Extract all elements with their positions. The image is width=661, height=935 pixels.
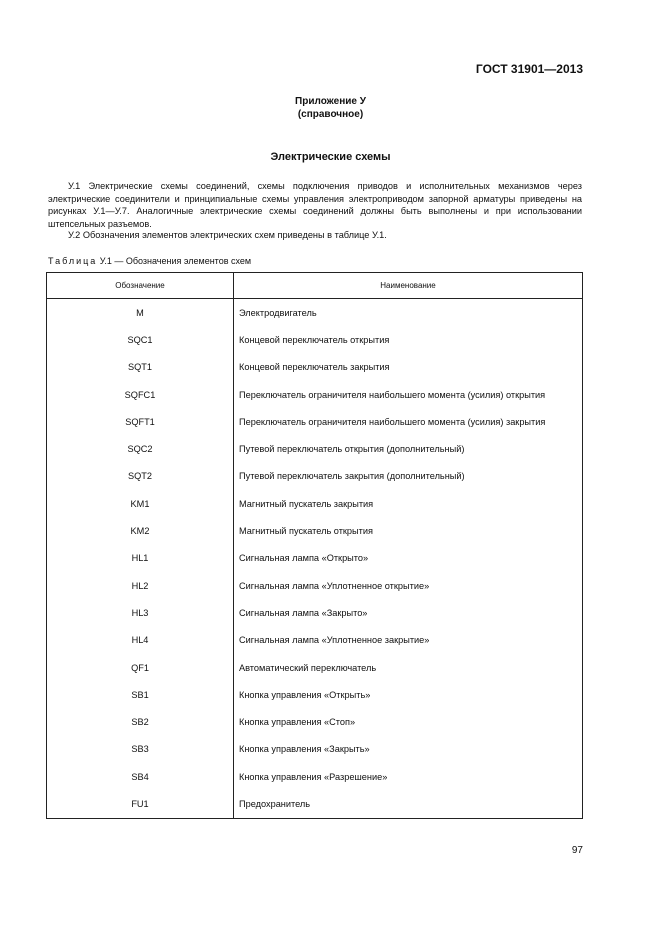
table-row <box>47 736 583 763</box>
table-row <box>47 681 583 708</box>
table-row <box>47 381 583 408</box>
table-header-row <box>47 273 583 299</box>
table-body <box>47 299 583 819</box>
elements-table <box>46 272 583 819</box>
table-row <box>47 545 583 572</box>
paragraph-1 <box>48 180 582 230</box>
element-name-cell: Предохранитель <box>234 790 583 818</box>
element-code-cell: SQT2 <box>47 463 234 490</box>
element-name-cell: Кнопка управления «Открыть» <box>234 681 583 708</box>
element-name-cell: Автоматический переключатель <box>234 654 583 681</box>
table-row <box>47 299 583 327</box>
element-name-cell: Сигнальная лампа «Закрыто» <box>234 599 583 626</box>
table-row <box>47 599 583 626</box>
table-row <box>47 463 583 490</box>
appendix-title: Приложение У <box>295 96 366 107</box>
table-caption <box>48 256 251 266</box>
element-code-cell: KM1 <box>47 490 234 517</box>
element-name-cell: Электродвигатель <box>234 299 583 327</box>
table-row <box>47 763 583 790</box>
element-name-cell: Кнопка управления «Стоп» <box>234 708 583 735</box>
element-code-cell: M <box>47 299 234 327</box>
element-name-cell: Концевой переключатель закрытия <box>234 354 583 381</box>
table-row <box>47 435 583 462</box>
element-name-cell: Сигнальная лампа «Уплотненное открытие» <box>234 572 583 599</box>
element-code-cell: SQC1 <box>47 326 234 353</box>
element-name-cell: Магнитный пускатель открытия <box>234 517 583 544</box>
element-code-cell: HL2 <box>47 572 234 599</box>
table-row <box>47 572 583 599</box>
element-code-cell: SQFT1 <box>47 408 234 435</box>
paragraph-2 <box>48 229 582 242</box>
column-header-code: Обозначение <box>47 273 234 299</box>
element-code-cell: SB1 <box>47 681 234 708</box>
table-row <box>47 654 583 681</box>
table-caption-label: Таблица <box>48 256 98 266</box>
standard-number: ГОСТ 31901—2013 <box>475 62 583 76</box>
appendix-subtitle: (справочное) <box>297 109 364 120</box>
element-code-cell: SB2 <box>47 708 234 735</box>
element-name-cell: Кнопка управления «Разрешение» <box>234 763 583 790</box>
element-code-cell: FU1 <box>47 790 234 818</box>
element-code-cell: KM2 <box>47 517 234 544</box>
element-code-cell: SB3 <box>47 736 234 763</box>
element-code-cell: HL4 <box>47 627 234 654</box>
table-row <box>47 708 583 735</box>
element-code-cell: SQFC1 <box>47 381 234 408</box>
table-row <box>47 326 583 353</box>
element-code-cell: SQT1 <box>47 354 234 381</box>
element-name-cell: Переключатель ограничителя наибольшего момента (усилия) открытия <box>234 381 583 408</box>
paragraph-2-text: У.2 Обозначения элементов электрических схем приведены в таблице У.1. <box>68 230 387 240</box>
element-name-cell: Кнопка управления «Закрыть» <box>234 736 583 763</box>
table-row <box>47 627 583 654</box>
element-code-cell: HL1 <box>47 545 234 572</box>
table-row <box>47 354 583 381</box>
element-code-cell: QF1 <box>47 654 234 681</box>
paragraph-1-text: У.1 Электрические схемы соединений, схемы подключения приводов и исполнительных механизмов через электрические соединители и принципиальные схемы управления электроприводом запорной арматуры приведены на рисунках У.1—У.7. Аналогичные электрические схемы соединений должны быть выполнены и при использовании штепсельных разъемов. <box>48 181 582 229</box>
element-name-cell: Концевой переключатель открытия <box>234 326 583 353</box>
table-caption-text: У.1 — Обозначения элементов схем <box>97 256 252 266</box>
element-code-cell: SQC2 <box>47 435 234 462</box>
table-row <box>47 790 583 818</box>
element-name-cell: Переключатель ограничителя наибольшего момента (усилия) закрытия <box>234 408 583 435</box>
element-code-cell: HL3 <box>47 599 234 626</box>
table-row <box>47 408 583 435</box>
element-name-cell: Путевой переключатель закрытия (дополнительный) <box>234 463 583 490</box>
appendix-heading <box>0 95 661 121</box>
table-row <box>47 490 583 517</box>
table-row <box>47 517 583 544</box>
page-number: 97 <box>571 845 583 856</box>
column-header-name: Наименование <box>234 273 583 299</box>
element-name-cell: Магнитный пускатель закрытия <box>234 490 583 517</box>
element-name-cell: Путевой переключатель открытия (дополнительный) <box>234 435 583 462</box>
element-name-cell: Сигнальная лампа «Уплотненное закрытие» <box>234 627 583 654</box>
element-code-cell: SB4 <box>47 763 234 790</box>
section-title: Электрические схемы <box>270 151 391 163</box>
element-name-cell: Сигнальная лампа «Открыто» <box>234 545 583 572</box>
